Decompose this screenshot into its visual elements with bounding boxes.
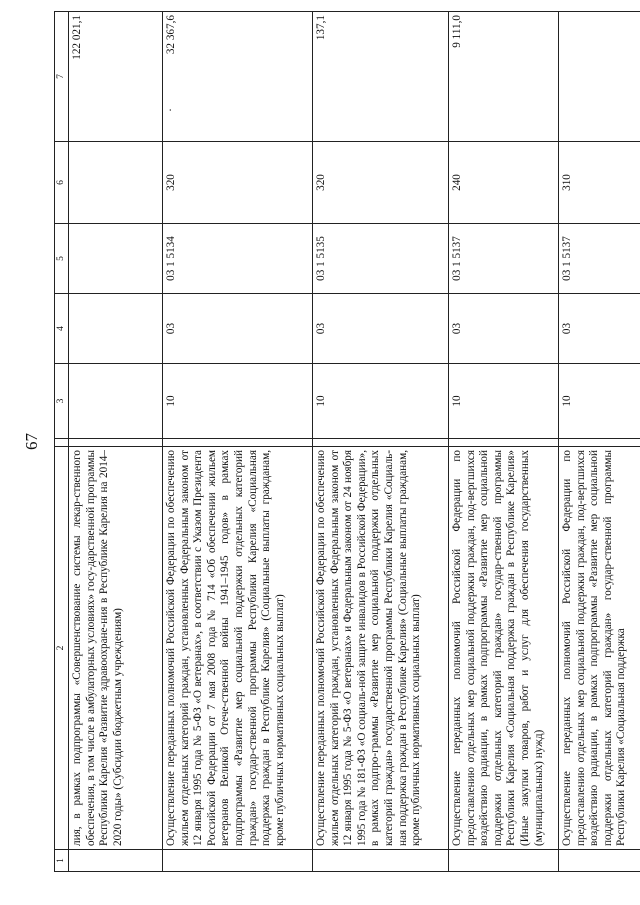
page-number: 67 (22, 433, 41, 450)
amount-cell: 9 111,0 (449, 12, 559, 142)
header-col-4: 4 (55, 294, 69, 364)
subsection-cell: 03 (163, 294, 313, 364)
description-cell: Осуществление переданных полномочий Российской Федерации по предоставлению отдельных мер социальной поддержки граждан, под-вергшихся воздействию радиации, в рамках подпрограммы «Развитие мер социальной поддержки отдельных категорий граждан» государ-ственной программы Республики Карелия «Социальная поддержка (559, 447, 640, 850)
row-number-cell (69, 850, 163, 872)
header-col-3: 3 (55, 364, 69, 439)
table-row (559, 12, 640, 872)
header-col-6: 6 (55, 142, 69, 224)
description-cell: Осуществление переданных полномочий Российской Федерации по обеспечению жильем отдельных категорий граждан, установленных Федеральным законом от 12 января 1995 года № 5-ФЗ «О ветеранах» и Федеральным законом от 24 ноября 1995 года № 181-ФЗ «О социаль-ной защите инвалидов в Российской Федерации», в рамках подпро-граммы «Развитие мер социальной поддержки отдельных категорий граждан» государственной программы Республики Карелия «Социаль-ная поддержка граждан в Республике Карелия» (Социальные выплаты гражданам, кроме публичных нормативных социальных выплат) (313, 447, 449, 850)
amount-cell (163, 12, 313, 142)
section-cell: 10 (449, 364, 559, 439)
header-col-1: 1 (55, 850, 69, 872)
subsection-cell (69, 294, 163, 364)
amount-cell (559, 12, 640, 142)
header-col-2: 2 (55, 447, 69, 850)
expense-type-cell: 310 (559, 142, 640, 224)
amount-cell: 122 021,1 (69, 12, 163, 142)
description-cell: лия, в рамках подпрограммы «Совершенствование системы лекар-ственного обеспечения, в том числе в амбулаторных условиях» госу-дарственной программы Республики Карелия «Развитие здравоохране-ния в Республике Карелия на 2014–2020 годы» (Субсидии бюджетным учреждениям) (69, 447, 163, 850)
description-cell: Осуществление переданных полномочий Российской Федерации по предоставлению отдельных мер социальной поддержки граждан, под-вергшихся воздействию радиации, в рамках подпрограммы «Развитие мер социальной поддержки отдельных категорий граждан» государ-ственной программы Республики Карелия «Социальная поддержка граждан в Республике Карелия» (Иные закупки товаров, работ и услуг для обеспечения государственных (муниципальных) нужд) (449, 447, 559, 850)
subsection-cell: 03 (449, 294, 559, 364)
spacer-cell (449, 439, 559, 447)
spacer-cell (559, 439, 640, 447)
row-number-cell (313, 850, 449, 872)
header-col-7: 7 (55, 12, 69, 142)
table-row (69, 12, 163, 872)
target-article-cell: 03 1 5137 (559, 224, 640, 294)
table-row (449, 12, 559, 872)
spacer-cell (313, 439, 449, 447)
section-cell (69, 364, 163, 439)
section-cell: 10 (313, 364, 449, 439)
header-col-empty (55, 439, 69, 447)
subsection-cell: 03 (313, 294, 449, 364)
row-number-cell (163, 850, 313, 872)
amount-value: 32 367,6 (165, 15, 177, 55)
amount-cell: 137,1 (313, 12, 449, 142)
table-row (313, 12, 449, 872)
target-article-cell (69, 224, 163, 294)
section-cell: 10 (559, 364, 640, 439)
header-col-5: 5 (55, 224, 69, 294)
header-row (55, 12, 69, 872)
budget-table (54, 11, 640, 872)
stray-mark: · (165, 108, 177, 112)
expense-type-cell: 320 (313, 142, 449, 224)
expense-type-cell: 240 (449, 142, 559, 224)
expense-type-cell: 320 (163, 142, 313, 224)
table-row (163, 12, 313, 872)
description-cell: Осуществление переданных полномочий Российской Федерации по обеспечению жильем отдельных категорий граждан, установленных Федеральным законом от 12 января 1995 года № 5-ФЗ «О ветеранах», в соответствии с Указом Президента Российской Федерации от 7 мая 2008 года № 714 «Об обеспечении жильем ветеранов Великой Отече-ственной войны 1941–1945 годов» в рамках подпрограммы «Развитие мер социальной поддержки отдельных категорий граждан» государ-ственной программы Республики Карелия «Социальная поддержка граждан в Республике Карелия» (Социальные выплаты гражданам, кроме публичных нормативных социальных выплат) (163, 447, 313, 850)
spacer-cell (163, 439, 313, 447)
expense-type-cell (69, 142, 163, 224)
subsection-cell: 03 (559, 294, 640, 364)
target-article-cell: 03 1 5134 (163, 224, 313, 294)
target-article-cell: 03 1 5135 (313, 224, 449, 294)
section-cell: 10 (163, 364, 313, 439)
row-number-cell (559, 850, 640, 872)
target-article-cell: 03 1 5137 (449, 224, 559, 294)
row-number-cell (449, 850, 559, 872)
spacer-cell (69, 439, 163, 447)
